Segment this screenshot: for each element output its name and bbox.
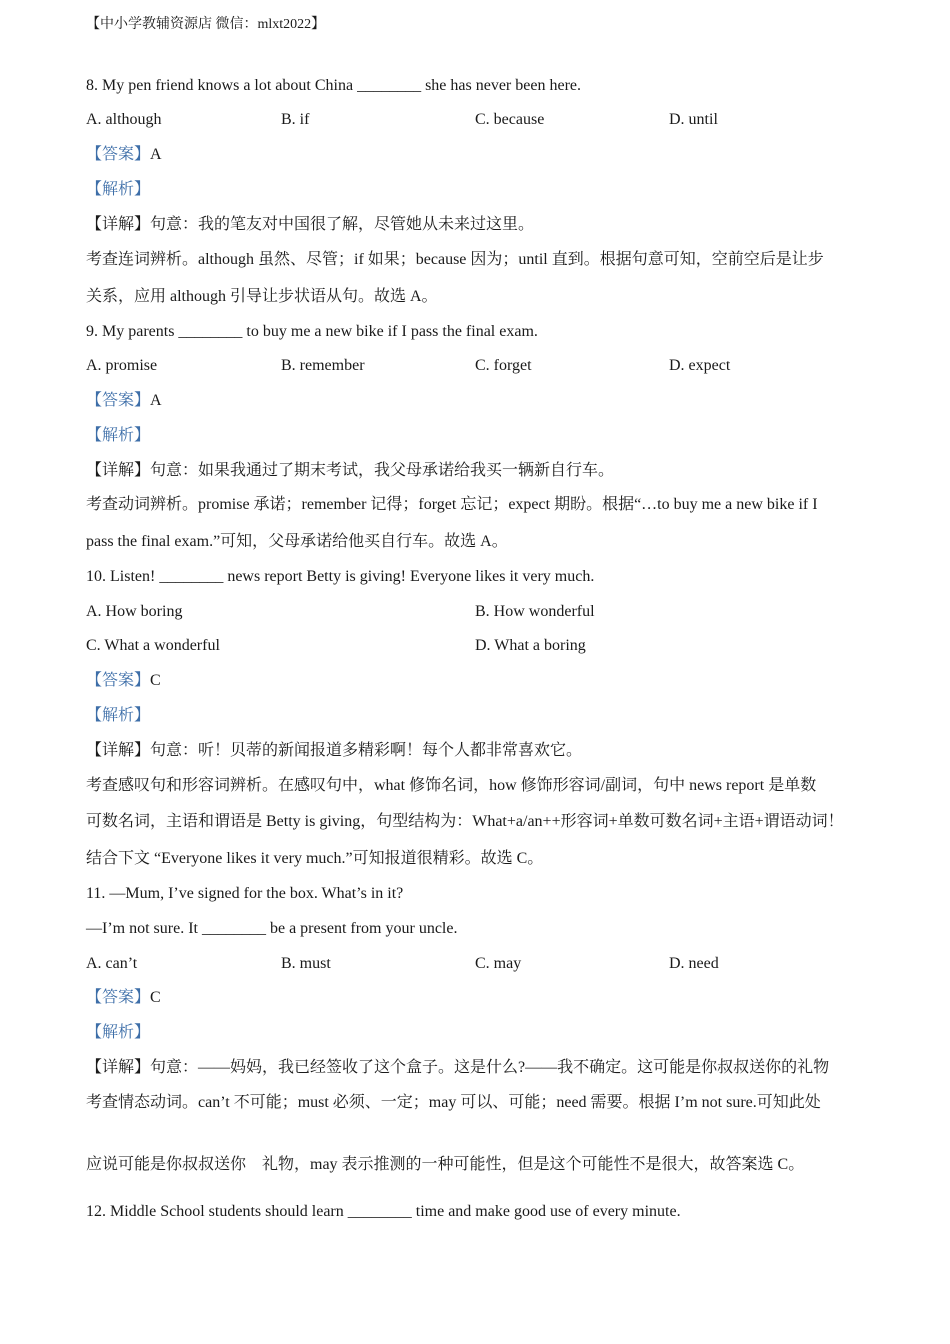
q11-option-a: A. can’t: [86, 955, 138, 972]
q8-option-c: C. because: [475, 111, 545, 128]
question-12: 12. Middle School students should learn ________ time and make good use of every minute.: [86, 1203, 681, 1220]
q9-explanation-2: pass the final exam.”可知，父母承诺给他买自行车。故选 A。: [86, 533, 508, 550]
q10-option-d: D. What a boring: [475, 637, 586, 654]
q11-option-c: C. may: [475, 955, 522, 972]
q8-analysis-tag: 【解析】: [86, 181, 151, 198]
q10-explanation-1: 考查感叹句和形容词辨析。在感叹句中，what 修饰名词，how 修饰形容词/副词，句中 news report 是单数: [86, 777, 817, 794]
q8-explanation-2: 关系，应用 although 引导让步状语从句。故选 A。: [86, 288, 438, 305]
q11-option-d: D. need: [669, 955, 719, 972]
answer-tag: 【答案】: [86, 146, 151, 163]
q10-detail: 【详解】句意：听！贝蒂的新闻报道多精彩啊！每个人都非常喜欢它。: [86, 742, 583, 759]
q11-explanation-2: 应说可能是你叔叔送你 礼物，may 表示推测的一种可能性，但是这个可能性不是很大，故答案选 C。: [86, 1156, 805, 1173]
question-11-line-1: 11. —Mum, I’ve signed for the box. What’s in it?: [86, 885, 404, 902]
q10-option-a: A. How boring: [86, 603, 183, 620]
q10-option-b: B. How wonderful: [475, 603, 595, 620]
q11-detail: 【详解】句意：——妈妈，我已经签收了这个盒子。这是什么?——我不确定。这可能是你叔叔送你的礼物: [86, 1059, 830, 1076]
q9-detail: 【详解】句意：如果我通过了期末考试，我父母承诺给我买一辆新自行车。: [86, 462, 615, 479]
question-10: 10. Listen! ________ news report Betty is giving! Everyone likes it very much.: [86, 568, 595, 585]
q11-analysis-tag: 【解析】: [86, 1024, 151, 1041]
q10-answer: [86, 671, 161, 691]
question-11-line-2: —I’m not sure. It ________ be a present from your uncle.: [86, 920, 458, 937]
q8-answer-value: A: [150, 146, 162, 163]
q9-answer-value: A: [150, 392, 162, 409]
q8-option-d: D. until: [669, 111, 718, 128]
q9-analysis-tag: 【解析】: [86, 427, 151, 444]
answer-tag: 【答案】: [86, 672, 151, 689]
answer-tag: 【答案】: [86, 989, 151, 1006]
q8-explanation-1: 考查连词辨析。although 虽然、尽管；if 如果；because 因为；until 直到。根据句意可知，空前空后是让步: [86, 251, 824, 268]
q8-detail: 【详解】句意：我的笔友对中国很了解，尽管她从未来过这里。: [86, 216, 535, 233]
q8-option-a: A. although: [86, 111, 162, 128]
q11-answer: [86, 988, 161, 1008]
q9-option-c: C. forget: [475, 357, 532, 374]
q10-explanation-3: 结合下文 “Everyone likes it very much.”可知报道很精彩。故选 C。: [86, 850, 544, 867]
q10-answer-value: C: [150, 672, 161, 689]
question-8: 8. My pen friend knows a lot about China ________ she has never been here.: [86, 77, 581, 94]
q11-option-b: B. must: [281, 955, 331, 972]
q10-option-c: C. What a wonderful: [86, 637, 220, 654]
q11-answer-value: C: [150, 989, 161, 1006]
page-header: 【中小学教辅资源店 微信：mlxt2022】: [86, 17, 326, 32]
q9-option-d: D. expect: [669, 357, 731, 374]
answer-tag: 【答案】: [86, 392, 151, 409]
question-9: 9. My parents ________ to buy me a new bike if I pass the final exam.: [86, 323, 538, 340]
q10-explanation-2: 可数名词，主语和谓语是 Betty is giving，句型结构为：What+a/an++形容词+单数可数名词+主语+谓语动词！: [86, 813, 844, 830]
q9-explanation-1: 考查动词辨析。promise 承诺；remember 记得；forget 忘记；expect 期盼。根据“…to buy me a new bike if I: [86, 496, 818, 513]
q10-analysis-tag: 【解析】: [86, 707, 151, 724]
q8-answer: [86, 145, 162, 165]
q9-answer: [86, 391, 162, 411]
q11-explanation-1: 考查情态动词。can’t 不可能；must 必须、一定；may 可以、可能；need 需要。根据 I’m not sure.可知此处: [86, 1094, 821, 1111]
q8-option-b: B. if: [281, 111, 310, 128]
q9-option-a: A. promise: [86, 357, 158, 374]
q9-option-b: B. remember: [281, 357, 365, 374]
